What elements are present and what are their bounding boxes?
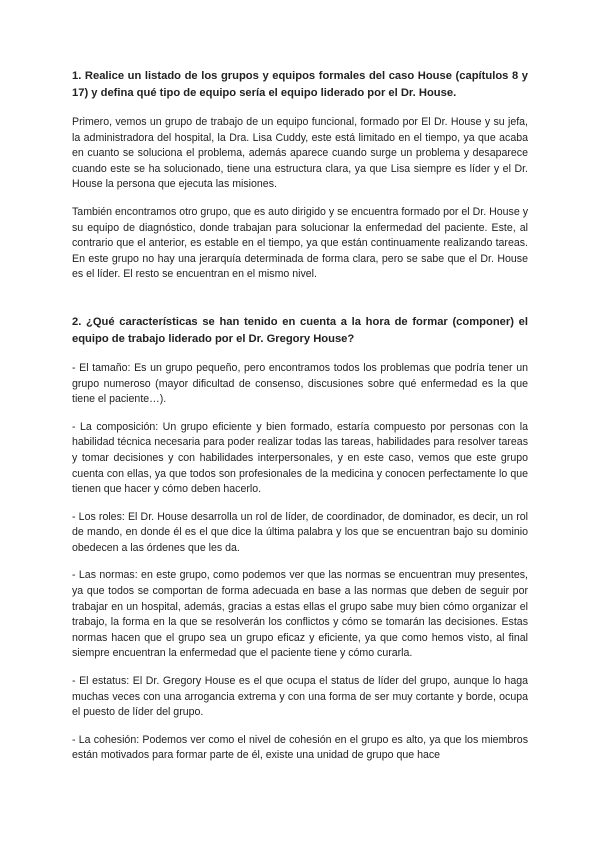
q2-cohesion-paragraph: - La cohesión: Podemos ver como el nivel de cohesión en el grupo es alto, ya que los miembros están motivados para formar parte de él, existe una unidad de grupo que hace [72, 733, 528, 762]
q2-norms-paragraph: - Las normas: en este grupo, como podemos ver que las normas se encuentran muy presentes, ya que todos se comportan de forma adecuada en base a las normas que deben de seguir por trabajar en un hospital, además, gracias a estas ellas el grupo sabe muy bien cómo organizar el trabajo, la forma en la que se resolverán los conflictos y cómo se tomarán las decisiones. Estas normas hacen que el grupo sea un grupo eficaz y eficiente, ya que como hemos visto, al final siempre encuentran la enfermedad que el paciente tiene y cómo curarla. [72, 569, 528, 660]
section-spacer [72, 295, 528, 314]
q1-paragraph-2: También encontramos otro grupo, que es auto dirigido y se encuentra formado por el Dr. House y su equipo de diagnóstico, donde trabajan para solucionar la enfermedad del paciente. Este, al contrario que el anterior, es estable en el tiempo, ya que están continuamente realizando tareas. En este grupo no hay una jerarquía determinada de forma clara, pero se sabe que el Dr. House es el líder. El resto se encuentran en el mismo nivel. [72, 205, 528, 281]
question-1-heading: 1. Realice un listado de los grupos y equipos formales del caso House (capítulos 8 y 17) y defina qué tipo de equipo sería el equipo liderado por el Dr. House. [72, 70, 528, 99]
q2-size-paragraph: - El tamaño: Es un grupo pequeño, pero encontramos todos los problemas que podría tener un grupo numeroso (mayor dificultad de consenso, discusiones sobre qué enfermedad es la que tiene el paciente…). [72, 361, 528, 406]
question-2-heading: 2. ¿Qué características se han tenido en cuenta a la hora de formar (componer) el equipo de trabajo liderado por el Dr. Gregory House? [72, 315, 528, 345]
q2-composition-paragraph: - La composición: Un grupo eficiente y bien formado, estaría compuesto por personas con la habilidad técnica necesaria para poder realizar todas las tareas, habilidades para resolver tareas y tomar decisiones y con habilidades interpersonales, y en este caso, vemos que este grupo cuenta con ellas, ya que todos son profesionales de la medicina y conocen perfectamente lo que tienen que hacer y cómo deben hacerlo. [72, 420, 528, 496]
q1-paragraph-1: Primero, vemos un grupo de trabajo de un equipo funcional, formado por El Dr. House y su jefa, la administradora del hospital, la Dra. Lisa Cuddy, este está limitado en el tiempo, ya que acaba en cuanto se soluciona el problema, además aparece cuando surge un problema y desaparece cuando este se ha solucionado, tiene una estructura clara, ya que Lisa siempre es líder y el Dr. House la persona que ejecuta las misiones. [72, 116, 528, 191]
q2-status-paragraph: - El estatus: El Dr. Gregory House es el que ocupa el status de líder del grupo, aunque lo haga muchas veces con una arrogancia extrema y con una forma de ser muy cortante y borde, ocupa el puesto de líder del grupo. [72, 675, 528, 719]
q2-roles-paragraph: - Los roles: El Dr. House desarrolla un rol de líder, de coordinador, de dominador, es decir, un rol de mando, en donde él es el que dice la última palabra y los que se encuentran bajo su dominio obedecen a las órdenes que les da. [72, 510, 528, 554]
